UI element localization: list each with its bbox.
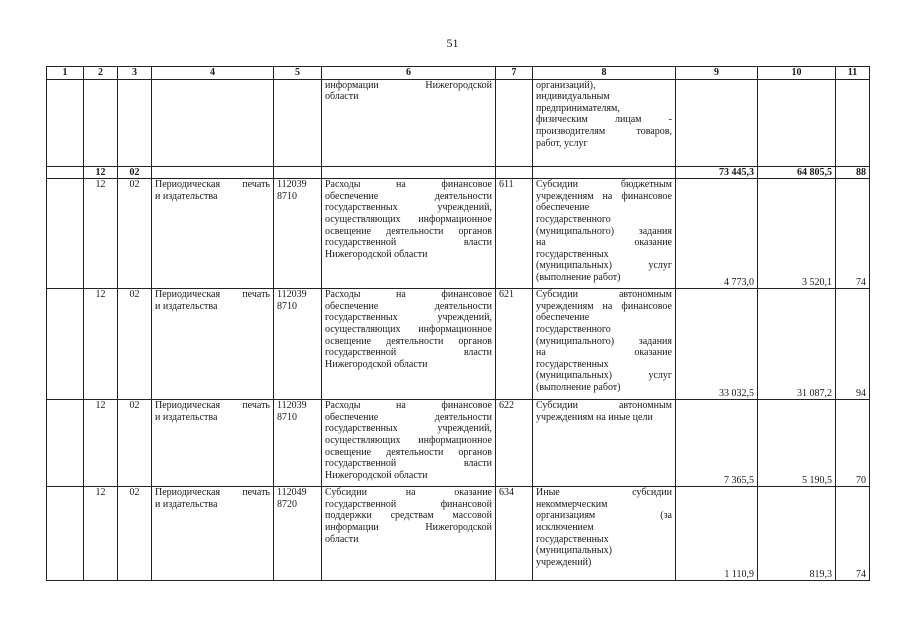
text-line: государственной власти — [325, 237, 492, 249]
text-line: государственных — [536, 358, 609, 370]
cell-actual-amount: 3 520,1 — [758, 179, 836, 289]
cell-subsection: 02 — [118, 400, 152, 487]
text-line: государственной власти — [325, 458, 492, 470]
cell-expense-type — [533, 487, 676, 581]
col-num: 8 — [533, 67, 676, 80]
cell-percent: 94 — [836, 289, 870, 400]
col-num: 1 — [47, 67, 84, 80]
cell-percent: 70 — [836, 400, 870, 487]
text-line: Расходы на финансовое — [325, 289, 492, 301]
text-line: Субсидии автономным — [536, 289, 672, 301]
column-number-row — [47, 67, 870, 80]
text-line: обеспечение — [536, 312, 590, 324]
text-line: государственных учреждений, — [325, 202, 492, 214]
cell-expense-code: 611 — [496, 179, 533, 289]
cell-expense-type — [533, 179, 676, 289]
text-line: государственных — [536, 248, 609, 260]
cell-planned-amount: 7 365,5 — [676, 400, 758, 487]
text-line: 112039 — [277, 289, 307, 301]
text-line: Иные субсидии — [536, 487, 672, 499]
text-line: на оказание — [536, 347, 672, 359]
text-line: Субсидии бюджетным — [536, 179, 672, 191]
cell-expense-code: 622 — [496, 400, 533, 487]
cell-expense-description — [322, 179, 496, 289]
text-line: Расходы на финансовое — [325, 400, 492, 412]
text-line: некоммерческим — [536, 498, 608, 510]
cell-expense-type — [533, 400, 676, 487]
text-line: области — [325, 533, 359, 545]
text-line: поддержки средствам массовой — [325, 510, 492, 522]
text-line: работ, услуг — [536, 137, 588, 149]
page-number: 51 — [446, 36, 459, 50]
col-num: 10 — [758, 67, 836, 80]
cell-section: 12 — [84, 289, 118, 400]
cell-target-code — [274, 179, 322, 289]
text-line: организаций), — [536, 79, 596, 91]
cell-section: 12 — [84, 179, 118, 289]
col-num: 4 — [152, 67, 274, 80]
table-row — [47, 179, 870, 289]
text-line: учреждений) — [536, 556, 592, 568]
text-line: информации Нижегородской — [325, 521, 492, 533]
text-line: (муниципального) задания — [536, 335, 672, 347]
cell-planned-amount: 73 445,3 — [676, 166, 758, 179]
text-line: учреждениям на финансовое — [536, 300, 672, 312]
text-line: государственного — [536, 323, 611, 335]
cell-section: 12 — [84, 487, 118, 581]
text-line: осуществляющих информационное — [325, 323, 492, 335]
text-line: Нижегородской области — [325, 469, 428, 481]
cell-subsection-name — [152, 400, 274, 487]
table-row — [47, 400, 870, 487]
text-line: осуществляющих информационное — [325, 434, 492, 446]
text-line: физическим лицам - — [536, 114, 672, 126]
text-line: освещение деятельности органов — [325, 225, 492, 237]
cell-expense-type — [533, 289, 676, 400]
cell-subsection-name — [152, 179, 274, 289]
text-line: обеспечение деятельности — [325, 411, 492, 423]
text-line: 8720 — [277, 498, 297, 510]
col-num: 6 — [322, 67, 496, 80]
cell-actual-amount: 64 805,5 — [758, 166, 836, 179]
cell-empty — [47, 400, 84, 487]
table-row — [47, 487, 870, 581]
cell-target-code — [274, 289, 322, 400]
cell-percent: 88 — [836, 166, 870, 179]
cell-empty — [47, 487, 84, 581]
text-line: информации Нижегородской — [325, 79, 492, 91]
cell-expense-description — [322, 400, 496, 487]
text-line: производителям товаров, — [536, 125, 672, 137]
text-line: (муниципальных) — [536, 545, 612, 557]
text-line: предпринимателям, — [536, 102, 620, 114]
cell-subsection-name — [152, 289, 274, 400]
cell-planned-amount: 1 110,9 — [676, 487, 758, 581]
cell-target-code — [274, 487, 322, 581]
text-line: и издательства — [155, 300, 218, 312]
text-line: индивидуальным — [536, 91, 610, 103]
text-line: обеспечение — [536, 202, 590, 214]
text-line: осуществляющих информационное — [325, 213, 492, 225]
cell-actual-amount: 31 087,2 — [758, 289, 836, 400]
text-line: освещение деятельности органов — [325, 335, 492, 347]
cell-subsection: 02 — [118, 179, 152, 289]
text-line: и издательства — [155, 498, 218, 510]
text-line: государственной финансовой — [325, 498, 492, 510]
col-num: 7 — [496, 67, 533, 80]
text-line: Периодическая печать — [155, 400, 270, 412]
cell-subsection: 02 — [118, 289, 152, 400]
col-num: 11 — [836, 67, 870, 80]
cell-planned-amount: 33 032,5 — [676, 289, 758, 400]
text-line: 8710 — [277, 300, 297, 312]
text-line: (муниципальных) услуг — [536, 260, 672, 272]
text-line: учреждениям на иные цели — [536, 411, 653, 423]
cell-expense-description — [322, 289, 496, 400]
cell-expense-description — [322, 79, 496, 166]
text-line: Субсидии на оказание — [325, 487, 492, 499]
col-num: 5 — [274, 67, 322, 80]
cell-expense-code: 621 — [496, 289, 533, 400]
text-line: Периодическая печать — [155, 487, 270, 499]
text-line: обеспечение деятельности — [325, 300, 492, 312]
col-num: 2 — [84, 67, 118, 80]
text-line: Расходы на финансовое — [325, 179, 492, 191]
text-line: освещение деятельности органов — [325, 446, 492, 458]
text-line: 8710 — [277, 190, 297, 202]
text-line: обеспечение деятельности — [325, 190, 492, 202]
cell-percent: 74 — [836, 179, 870, 289]
cell-subsection: 02 — [118, 487, 152, 581]
continuation-row — [47, 79, 870, 166]
subtotal-row — [47, 166, 870, 179]
text-line: государственных учреждений, — [325, 312, 492, 324]
cell-empty — [47, 289, 84, 400]
text-line: Периодическая печать — [155, 289, 270, 301]
text-line: Нижегородской области — [325, 358, 428, 370]
text-line: (муниципального) задания — [536, 225, 672, 237]
cell-section: 12 — [84, 400, 118, 487]
text-line: 112039 — [277, 400, 307, 412]
col-num: 3 — [118, 67, 152, 80]
text-line: (выполнение работ) — [536, 381, 621, 393]
text-line: государственных — [536, 533, 609, 545]
text-line: государственной власти — [325, 347, 492, 359]
text-line: исключением — [536, 521, 594, 533]
text-line: организациям (за — [536, 510, 672, 522]
cell-expense-code: 634 — [496, 487, 533, 581]
text-line: Периодическая печать — [155, 179, 270, 191]
text-line: государственных учреждений, — [325, 423, 492, 435]
cell-actual-amount: 5 190,5 — [758, 400, 836, 487]
text-line: Нижегородской области — [325, 248, 428, 260]
cell-section: 12 — [84, 166, 118, 179]
cell-subsection: 02 — [118, 166, 152, 179]
text-line: 112049 — [277, 487, 307, 499]
text-line: государственного — [536, 213, 611, 225]
text-line: и издательства — [155, 411, 218, 423]
budget-table — [46, 66, 870, 581]
cell-empty — [47, 179, 84, 289]
text-line: учреждениям на финансовое — [536, 190, 672, 202]
cell-planned-amount: 4 773,0 — [676, 179, 758, 289]
table-row — [47, 289, 870, 400]
cell-target-code — [274, 400, 322, 487]
text-line: Субсидии автономным — [536, 400, 672, 412]
cell-subsection-name — [152, 487, 274, 581]
cell-expense-type — [533, 79, 676, 166]
text-line: на оказание — [536, 237, 672, 249]
col-num: 9 — [676, 67, 758, 80]
cell-actual-amount: 819,3 — [758, 487, 836, 581]
cell-expense-description — [322, 487, 496, 581]
text-line: (муниципальных) услуг — [536, 370, 672, 382]
text-line: 112039 — [277, 179, 307, 191]
text-line: области — [325, 91, 359, 103]
cell-percent: 74 — [836, 487, 870, 581]
text-line: и издательства — [155, 190, 218, 202]
text-line: 8710 — [277, 411, 297, 423]
text-line: (выполнение работ) — [536, 271, 621, 283]
